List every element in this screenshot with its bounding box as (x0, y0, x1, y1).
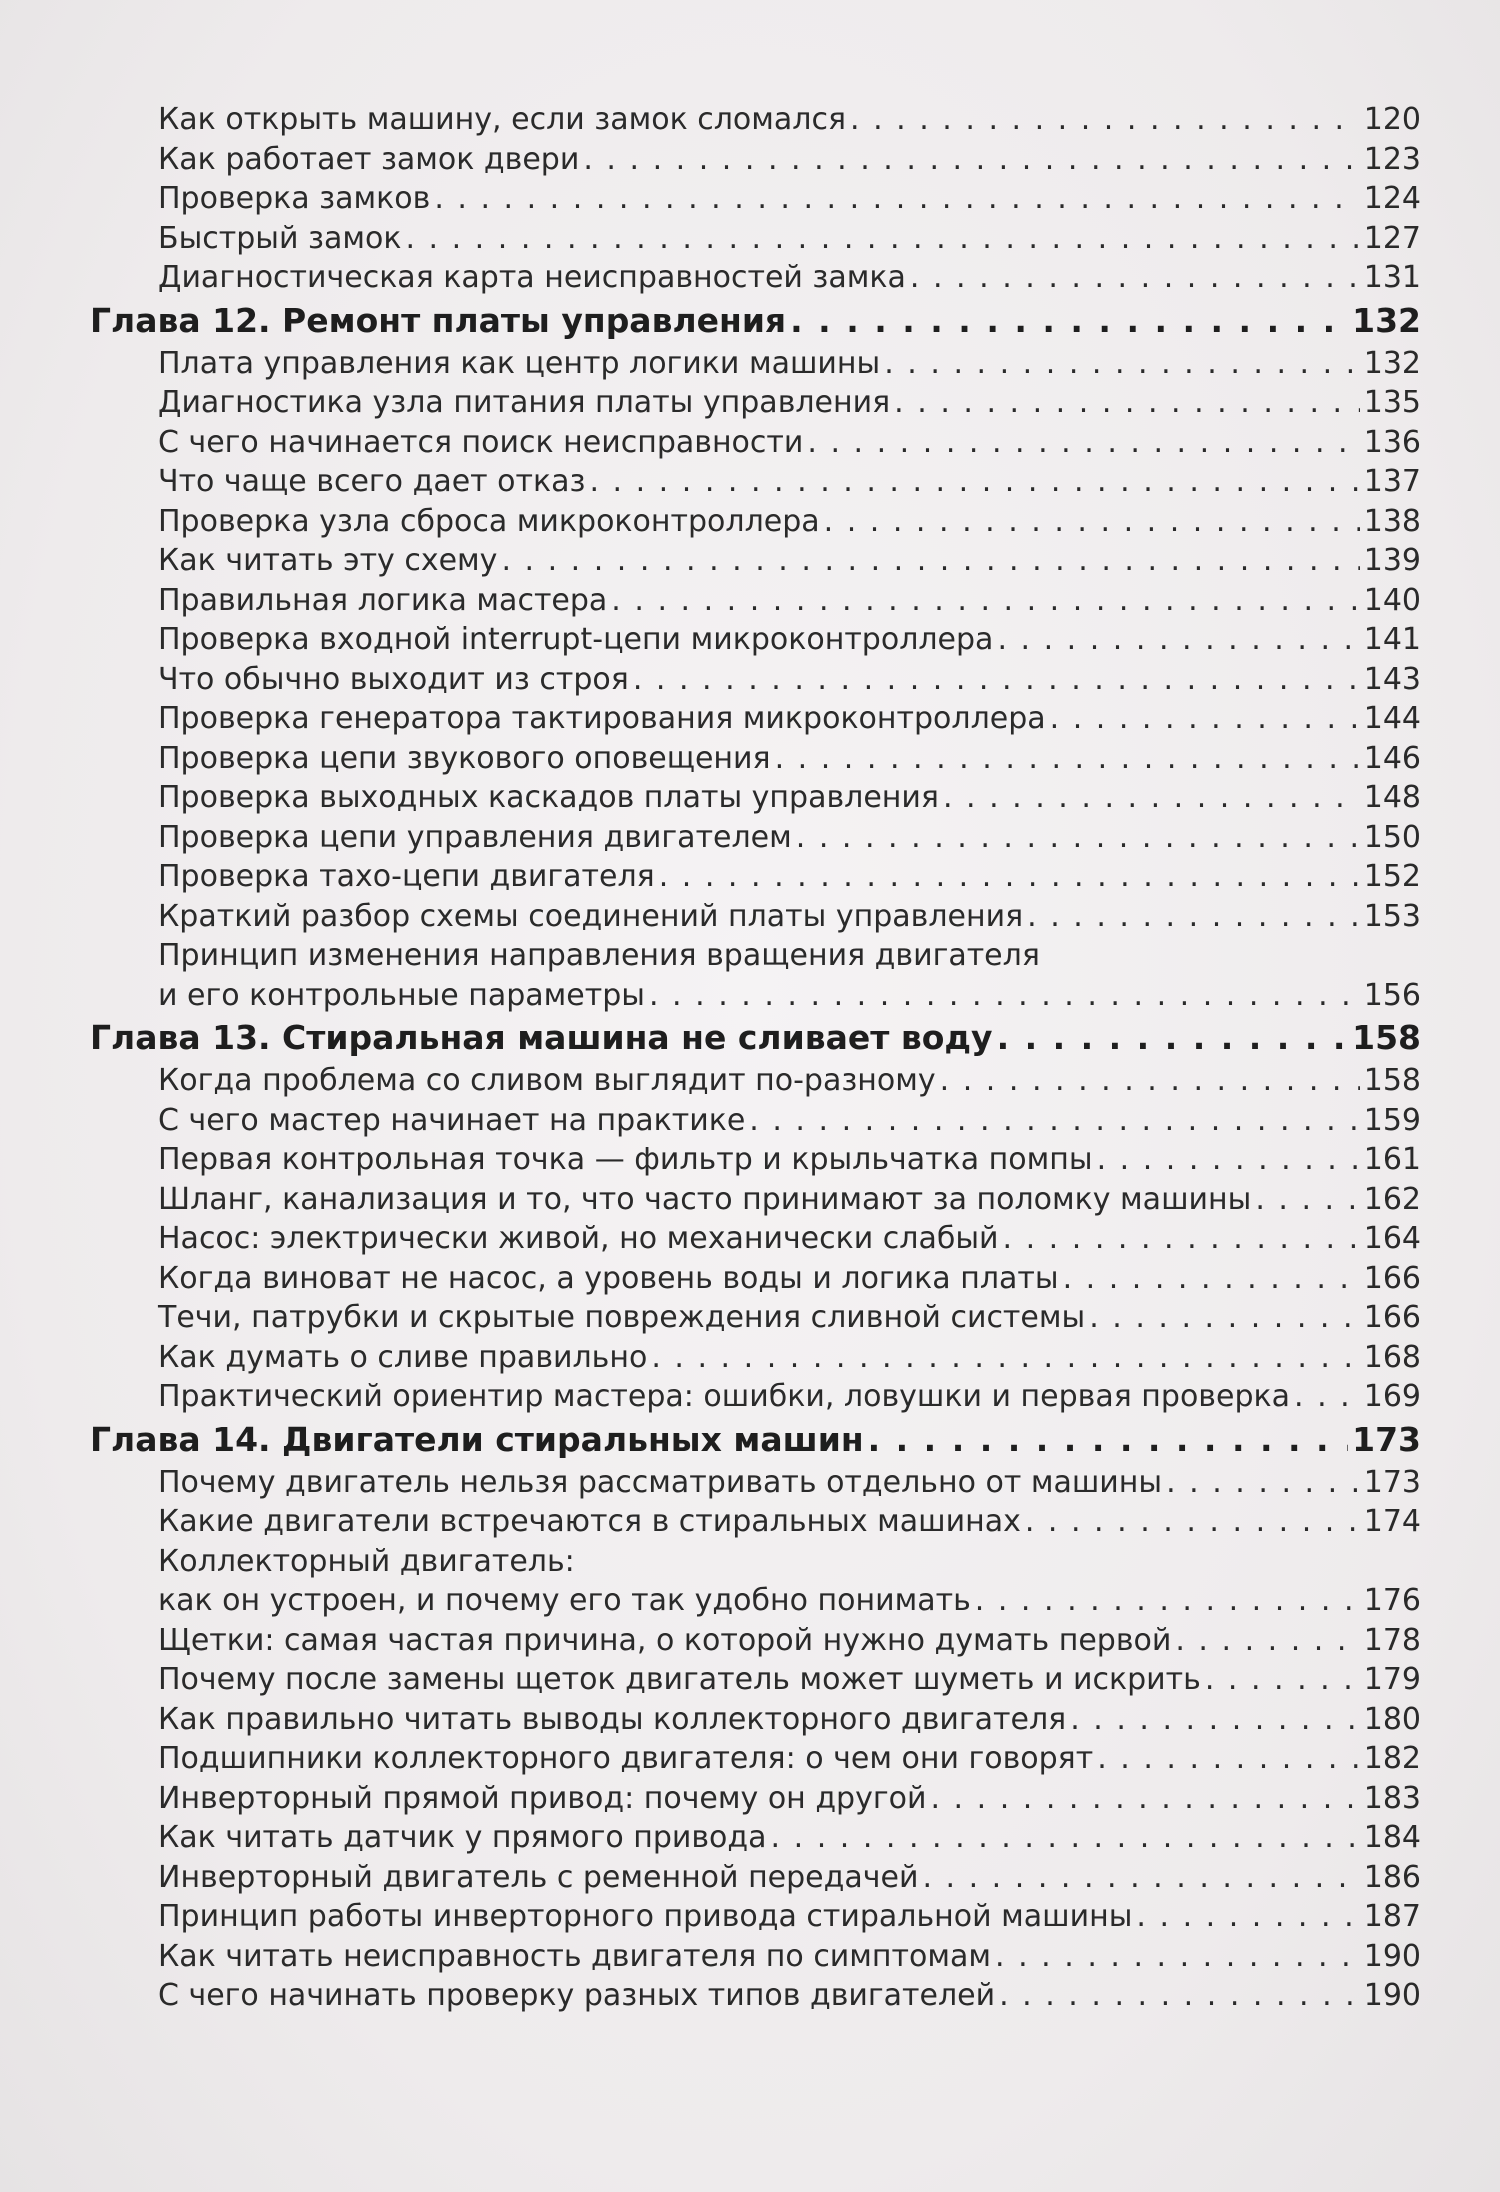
page-number: 190 (1363, 1938, 1421, 1974)
toc-entry[interactable] (90, 1180, 1421, 1220)
toc-entry-title: Проверка тахо-цепи двигателя (158, 859, 655, 894)
toc-entry-title: Коллекторный двигатель: (158, 1543, 575, 1579)
toc-entry[interactable] (90, 423, 1421, 463)
toc-entry-title: Проверка генератора тактирования микроконтроллера (158, 701, 1046, 736)
chapter-heading[interactable] (90, 1417, 1421, 1463)
dot-leader (997, 1015, 1349, 1061)
toc-entry[interactable] (90, 383, 1421, 423)
dot-leader (1027, 897, 1360, 937)
toc-entry-title: Как правильно читать выводы коллекторного двигателя (158, 1701, 1067, 1737)
page-number: 166 (1363, 1300, 1421, 1335)
page-number: 127 (1363, 220, 1421, 256)
dot-leader (1050, 699, 1360, 739)
toc-entry[interactable] (90, 1377, 1421, 1417)
toc-entry[interactable] (90, 1976, 1421, 2016)
page-number: 144 (1363, 701, 1421, 736)
toc-entry[interactable] (90, 258, 1421, 298)
dot-leader (894, 383, 1360, 423)
dot-leader (651, 1338, 1359, 1378)
toc-block-chapter-13 (90, 1061, 1421, 1417)
dot-leader (1175, 1621, 1359, 1661)
dot-leader (659, 857, 1360, 897)
toc-entry-title: Течи, патрубки и скрытые повреждения сливной системы (158, 1300, 1086, 1335)
toc-entry-title: Принцип работы инверторного привода стиральной машины (158, 1899, 1133, 1934)
page-number: 180 (1363, 1701, 1421, 1737)
toc-entry-title: Проверка узла сброса микроконтроллера (158, 503, 820, 539)
chapter-heading[interactable] (90, 298, 1421, 344)
table-of-contents (90, 100, 1421, 2016)
dot-leader (1003, 1219, 1360, 1259)
toc-entry[interactable] (90, 660, 1421, 700)
dot-leader (1063, 1259, 1360, 1299)
page-number: 135 (1363, 385, 1421, 420)
toc-entry-title: Как открыть машину, если замок сломался (158, 102, 847, 137)
page-number: 190 (1363, 1978, 1421, 2013)
toc-entry[interactable] (90, 1937, 1421, 1977)
toc-entry-title: С чего мастер начинает на практике (158, 1102, 746, 1138)
toc-entry-title: Шланг, канализация и то, что часто принимают за поломку машины (158, 1181, 1252, 1217)
page-number: 146 (1363, 740, 1421, 776)
page-number: 173 (1352, 1419, 1421, 1459)
toc-entry-title: Что обычно выходит из строя (158, 661, 629, 697)
toc-entry-title: Краткий разбор схемы соединений платы управления (158, 898, 1024, 934)
toc-entry-title: как он устроен, и почему его так удобно понимать (158, 1583, 971, 1618)
dot-leader (611, 581, 1359, 621)
toc-entry[interactable] (90, 1621, 1421, 1661)
page-number: 136 (1363, 424, 1421, 460)
toc-entry-title: Диагностическая карта неисправностей замка (158, 260, 906, 295)
page-number: 183 (1363, 1780, 1421, 1816)
page-number: 158 (1363, 1063, 1421, 1098)
page-number: 124 (1363, 181, 1421, 216)
toc-entry-title: Как читать эту схему (158, 543, 498, 578)
toc-entry-title: Щетки: самая частая причина, о которой нужно думать первой (158, 1622, 1172, 1658)
toc-entry-title: Какие двигатели встречаются в стиральных машинах (158, 1504, 1021, 1539)
dot-leader (405, 219, 1359, 259)
dot-leader (589, 462, 1359, 502)
page-number: 187 (1363, 1899, 1421, 1934)
dot-leader (633, 660, 1360, 700)
toc-entry[interactable] (90, 897, 1421, 937)
toc-entry-title: Инверторный двигатель с ременной передачей (158, 1859, 919, 1895)
toc-entry-title: Проверка входной interrupt-цепи микроконтроллера (158, 622, 994, 657)
toc-entry-first-line[interactable] (90, 1542, 1421, 1582)
dot-leader (1294, 1377, 1360, 1417)
dot-leader (1097, 1140, 1360, 1180)
page-number: 132 (1363, 345, 1421, 381)
page-number: 168 (1363, 1339, 1421, 1375)
dot-leader (975, 1581, 1360, 1621)
toc-entry-title: Как думать о сливе правильно (158, 1339, 648, 1375)
toc-entry[interactable] (90, 1779, 1421, 1819)
toc-entry[interactable] (90, 1259, 1421, 1299)
toc-entry-title: Подшипники коллекторного двигателя: о чем они говорят (158, 1741, 1094, 1776)
page-number: 179 (1363, 1662, 1421, 1697)
dot-leader (824, 502, 1360, 542)
toc-entry[interactable] (90, 179, 1421, 219)
dot-leader (995, 1937, 1360, 1977)
page-number: 166 (1363, 1260, 1421, 1296)
page-number: 140 (1363, 582, 1421, 618)
toc-entry[interactable] (90, 219, 1421, 259)
dot-leader (796, 818, 1360, 858)
dot-leader (1089, 1298, 1360, 1338)
dot-leader (1070, 1700, 1360, 1740)
page-number: 178 (1363, 1622, 1421, 1658)
toc-entry-title: Проверка цепи управления двигателем (158, 819, 792, 855)
dot-leader (922, 1858, 1359, 1898)
dot-leader (775, 739, 1360, 779)
toc-entry[interactable] (90, 1700, 1421, 1740)
toc-entry-title: и его контрольные параметры (158, 977, 645, 1013)
toc-entry-title: Проверка замков (158, 181, 431, 216)
page-number: 153 (1363, 898, 1421, 934)
dot-leader (583, 140, 1359, 180)
page-number: 139 (1363, 543, 1421, 578)
toc-entry[interactable] (90, 976, 1421, 1016)
dot-leader (749, 1101, 1359, 1141)
page-number: 173 (1363, 1464, 1421, 1500)
toc-entry[interactable] (90, 1298, 1421, 1338)
dot-leader (940, 1061, 1360, 1101)
toc-entry-title: Почему двигатель нельзя рассматривать отдельно от машины (158, 1464, 1163, 1500)
toc-entry[interactable] (90, 1061, 1421, 1101)
toc-entry-title: Насос: электрически живой, но механически слабый (158, 1221, 999, 1256)
page-number: 174 (1363, 1504, 1421, 1539)
toc-entry[interactable] (90, 620, 1421, 660)
page-number: 141 (1363, 622, 1421, 657)
dot-leader (434, 179, 1359, 219)
dot-leader (807, 423, 1359, 463)
toc-entry[interactable] (90, 140, 1421, 180)
dot-leader (1205, 1660, 1360, 1700)
toc-entry[interactable] (90, 462, 1421, 502)
toc-entry-title: Как читать датчик у прямого привода (158, 1820, 767, 1855)
page-number: 150 (1363, 819, 1421, 855)
toc-entry[interactable] (90, 1581, 1421, 1621)
toc-entry[interactable] (90, 502, 1421, 542)
page-number: 176 (1363, 1583, 1421, 1618)
page-number: 161 (1363, 1142, 1421, 1177)
toc-entry-title: Как работает замок двери (158, 141, 580, 177)
toc-entry[interactable] (90, 1858, 1421, 1898)
page-number: 186 (1363, 1859, 1421, 1895)
dot-leader (501, 541, 1359, 581)
dot-leader (868, 1417, 1348, 1463)
toc-entry-title: Правильная логика мастера (158, 582, 608, 618)
dot-leader (1136, 1897, 1359, 1937)
toc-entry[interactable] (90, 1897, 1421, 1937)
page-number: 138 (1363, 503, 1421, 539)
page-number: 184 (1363, 1820, 1421, 1855)
toc-entry[interactable] (90, 818, 1421, 858)
toc-block-chapter-14b (90, 1621, 1421, 2016)
toc-entry-title: Когда виноват не насос, а уровень воды и логика платы (158, 1260, 1059, 1296)
chapter-heading[interactable] (90, 1015, 1421, 1061)
toc-entry-title: Диагностика узла питания платы управления (158, 385, 891, 420)
page-number: 143 (1363, 661, 1421, 697)
toc-entry-title: Как читать неисправность двигателя по симптомам (158, 1938, 992, 1974)
toc-entry[interactable] (90, 739, 1421, 779)
toc-block-lock (90, 100, 1421, 298)
toc-entry-first-line[interactable] (90, 936, 1421, 976)
toc-entry-title: Быстрый замок (158, 220, 402, 256)
toc-entry[interactable] (90, 1660, 1421, 1700)
toc-entry-title: Практический ориентир мастера: ошибки, ловушки и первая проверка (158, 1379, 1290, 1414)
toc-entry[interactable] (90, 1818, 1421, 1858)
chapter-title: Глава 12. Ремонт платы управления (90, 300, 787, 340)
toc-entry[interactable] (90, 778, 1421, 818)
toc-entry-title: Принцип изменения направления вращения двигателя (158, 938, 1040, 973)
page-number: 148 (1363, 780, 1421, 815)
toc-entry[interactable] (90, 1219, 1421, 1259)
page-number: 131 (1363, 260, 1421, 295)
toc-entry-title: Почему после замены щеток двигатель может шуметь и искрить (158, 1662, 1201, 1697)
page-number: 123 (1363, 141, 1421, 177)
page-number: 164 (1363, 1221, 1421, 1256)
dot-leader (999, 1976, 1360, 2016)
dot-leader (1025, 1502, 1360, 1542)
toc-entry-title: Когда проблема со сливом выглядит по-разному (158, 1063, 936, 1098)
page-number: 169 (1363, 1379, 1421, 1414)
toc-entry[interactable] (90, 1101, 1421, 1141)
toc-entry-title: Что чаще всего дает отказ (158, 464, 586, 499)
toc-entry[interactable] (90, 1463, 1421, 1503)
toc-entry[interactable] (90, 1739, 1421, 1779)
dot-leader (771, 1818, 1360, 1858)
toc-entry[interactable] (90, 699, 1421, 739)
dot-leader (850, 100, 1360, 140)
dot-leader (1166, 1463, 1360, 1503)
page-number: 120 (1363, 102, 1421, 137)
toc-entry[interactable] (90, 857, 1421, 897)
toc-entry-title: Плата управления как центр логики машины (158, 345, 881, 381)
toc-entry-title: Инверторный прямой привод: почему он другой (158, 1780, 927, 1816)
chapter-title: Глава 14. Двигатели стиральных машин (90, 1419, 864, 1459)
page-number: 158 (1352, 1018, 1421, 1057)
toc-entry[interactable] (90, 1338, 1421, 1378)
toc-block-chapter-12 (90, 344, 1421, 937)
page-number: 132 (1352, 300, 1421, 340)
dot-leader (649, 976, 1360, 1016)
dot-leader (910, 258, 1360, 298)
dot-leader (930, 1779, 1359, 1819)
dot-leader (943, 778, 1360, 818)
dot-leader (1097, 1739, 1360, 1779)
toc-entry[interactable] (90, 541, 1421, 581)
toc-entry[interactable] (90, 344, 1421, 384)
toc-entry[interactable] (90, 581, 1421, 621)
page-number: 162 (1363, 1181, 1421, 1217)
page-number: 159 (1363, 1102, 1421, 1138)
page-number: 182 (1363, 1741, 1421, 1776)
chapter-title: Глава 13. Стиральная машина не сливает воду (90, 1018, 993, 1057)
page-number: 152 (1363, 859, 1421, 894)
toc-entry-title: Проверка цепи звукового оповещения (158, 740, 771, 776)
toc-entry[interactable] (90, 1140, 1421, 1180)
toc-entry-title: Проверка выходных каскадов платы управления (158, 780, 939, 815)
toc-entry[interactable] (90, 1502, 1421, 1542)
dot-leader (884, 344, 1360, 384)
toc-block-chapter-14a (90, 1463, 1421, 1542)
toc-entry[interactable] (90, 100, 1421, 140)
toc-entry-title: С чего начинается поиск неисправности (158, 424, 804, 460)
dot-leader (1255, 1180, 1359, 1220)
toc-entry-title: Первая контрольная точка — фильтр и крыльчатка помпы (158, 1142, 1093, 1177)
page-number: 156 (1363, 977, 1421, 1013)
toc-entry-title: С чего начинать проверку разных типов двигателей (158, 1978, 996, 2013)
dot-leader (790, 298, 1348, 344)
page-number: 137 (1363, 464, 1421, 499)
dot-leader (997, 620, 1359, 660)
